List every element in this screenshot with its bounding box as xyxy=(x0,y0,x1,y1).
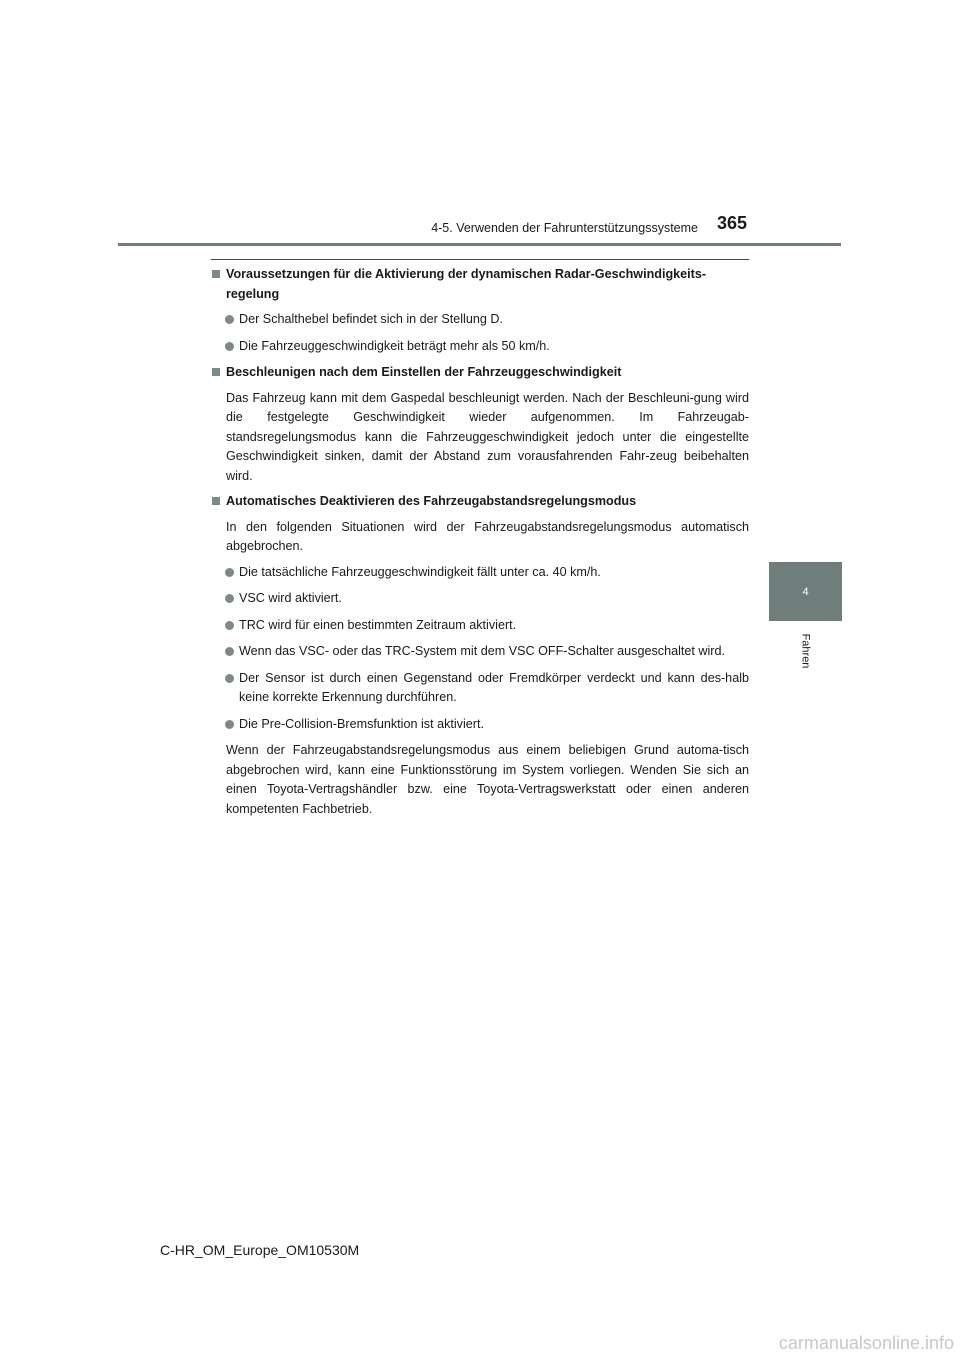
square-bullet-icon xyxy=(212,368,220,376)
list-item: Der Sensor ist durch einen Gegenstand oder Fremdkörper verdeckt und kann des-halb keine korrekte Erkennung durchführen. xyxy=(211,669,749,708)
document-id: C-HR_OM_Europe_OM10530M xyxy=(160,1242,360,1258)
chapter-label-box xyxy=(769,621,842,681)
main-content xyxy=(211,265,749,825)
list-item: Die Fahrzeuggeschwindigkeit beträgt mehr als 50 km/h. xyxy=(211,337,749,357)
square-bullet-icon xyxy=(212,497,220,505)
content-divider xyxy=(211,259,749,260)
watermark: carmanualsonline.info xyxy=(778,1333,954,1353)
list-item: Der Schalthebel befindet sich in der Stellung D. xyxy=(211,310,749,330)
list-item: Die tatsächliche Fahrzeuggeschwindigkeit fällt unter ca. 40 km/h. xyxy=(211,563,749,583)
section-heading: Automatisches Deaktivieren des Fahrzeugabstandsregelungsmodus xyxy=(211,492,749,512)
chapter-tab xyxy=(769,562,842,621)
section-title: 4-5. Verwenden der Fahrunterstützungssysteme xyxy=(431,221,698,235)
circle-bullet-icon xyxy=(225,674,234,683)
list-item: Wenn das VSC- oder das TRC-System mit dem VSC OFF-Schalter ausgeschaltet wird. xyxy=(211,642,749,662)
chapter-label: Fahren xyxy=(799,633,812,669)
header-divider xyxy=(118,243,841,246)
chapter-number: 4 xyxy=(802,585,809,598)
paragraph: Das Fahrzeug kann mit dem Gaspedal beschleunigt werden. Nach der Beschleuni-gung wird die festgelegte Geschwindigkeit wieder aufgenommen. Im Fahrzeugab-standsregelungsmodus kann die Fahrzeuggeschwindigkeit jedoch unter die eingestellte Geschwindigkeit sinken, damit der Abstand zum vorausfahrenden Fahr-zeug beibehalten wird. xyxy=(226,390,749,483)
paragraph: In den folgenden Situationen wird der Fahrzeugabstandsregelungsmodus automatisch abgebrochen. xyxy=(226,519,749,553)
circle-bullet-icon xyxy=(225,647,234,656)
section-heading: Beschleunigen nach dem Einstellen der Fahrzeuggeschwindigkeit xyxy=(211,363,749,383)
paragraph: Wenn der Fahrzeugabstandsregelungsmodus aus einem beliebigen Grund automa-tisch abgebrochen wird, kann eine Funktionsstörung im System vorliegen. Wenden Sie sich an einen Toyota-Vertragshändler bzw. eine Toyota-Vertragswerkstatt oder einen anderen kompetenten Fachbetrieb. xyxy=(226,743,749,816)
square-bullet-icon xyxy=(212,270,220,278)
circle-bullet-icon xyxy=(225,594,234,603)
circle-bullet-icon xyxy=(225,720,234,729)
section-heading: Voraussetzungen für die Aktivierung der dynamischen Radar-Geschwindigkeits-regelung xyxy=(211,265,749,304)
list-item: VSC wird aktiviert. xyxy=(211,589,749,609)
circle-bullet-icon xyxy=(225,315,234,324)
list-item: TRC wird für einen bestimmten Zeitraum aktiviert. xyxy=(211,616,749,636)
page-number: 365 xyxy=(717,213,748,233)
list-item: Die Pre-Collision-Bremsfunktion ist aktiviert. xyxy=(211,715,749,735)
circle-bullet-icon xyxy=(225,342,234,351)
circle-bullet-icon xyxy=(225,621,234,630)
circle-bullet-icon xyxy=(225,568,234,577)
